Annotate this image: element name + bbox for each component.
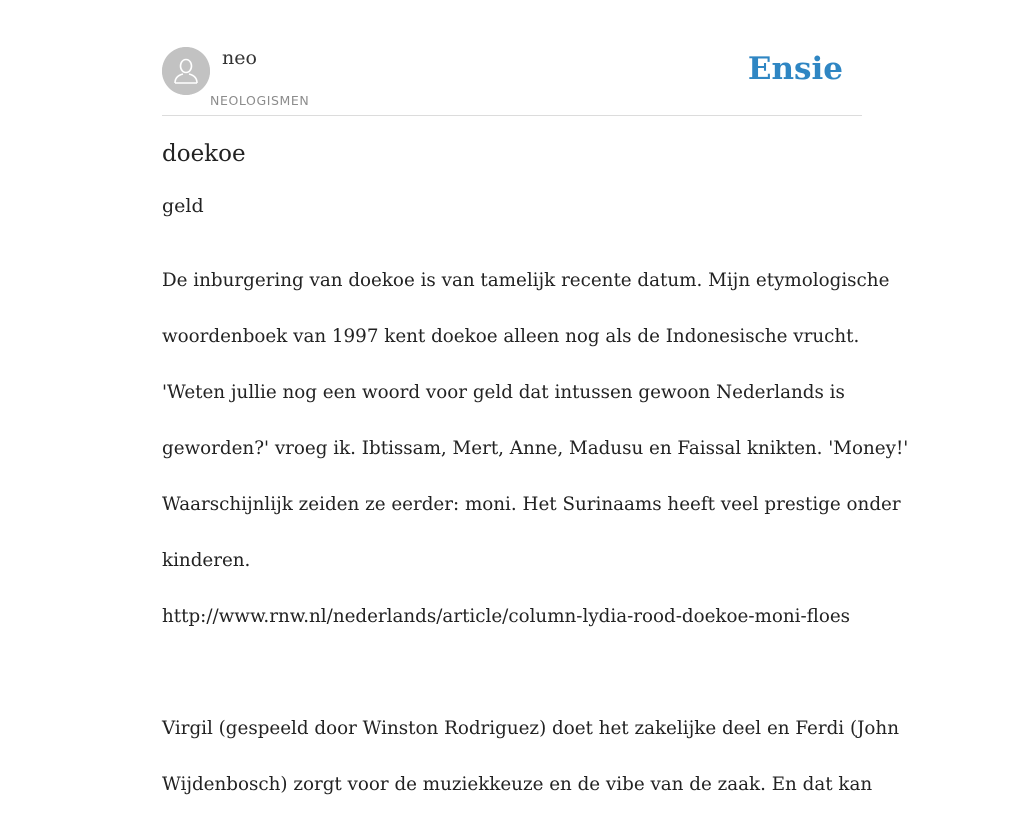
- category-label[interactable]: NEOLOGISMEN: [210, 93, 310, 108]
- explanation-line: Waarschijnlijk zeiden ze eerder: moni. Het Surinaams heeft veel prestige onder: [162, 494, 901, 515]
- user-avatar-icon[interactable]: [162, 47, 210, 95]
- explanation-line: Wijdenbosch) zorgt voor de muziekkeuze en de vibe van de zaak. En dat kan: [162, 774, 873, 795]
- explanation-line: 'Weten jullie nog een woord voor geld dat intussen gewoon Nederlands is: [162, 382, 845, 403]
- entry-explanation: [162, 239, 909, 827]
- explanation-line: geworden?' vroeg ik. Ibtissam, Mert, Anne, Madusu en Faissal knikten. 'Money!': [162, 438, 909, 459]
- username-link[interactable]: neo: [222, 47, 257, 69]
- explanation-line: Virgil (gespeeld door Winston Rodriguez) doet het zakelijke deel en Ferdi (John: [162, 718, 899, 739]
- entry-word: doekoe: [162, 141, 246, 167]
- explanation-line: kinderen.: [162, 550, 251, 571]
- paragraph-break: [162, 659, 862, 687]
- explanation-line: woordenboek van 1997 kent doekoe alleen nog als de Indonesische vrucht.: [162, 326, 860, 347]
- content-column: [162, 0, 909, 795]
- source-url: http://www.rnw.nl/nederlands/article/column-lydia-rood-doekoe-moni-floes: [162, 606, 851, 627]
- entry-header: [162, 0, 862, 116]
- explanation-line: De inburgering van doekoe is van tamelijk recente datum. Mijn etymologische: [162, 270, 890, 291]
- brand-logo[interactable]: Ensie: [747, 51, 843, 87]
- entry-definition: geld: [162, 195, 204, 217]
